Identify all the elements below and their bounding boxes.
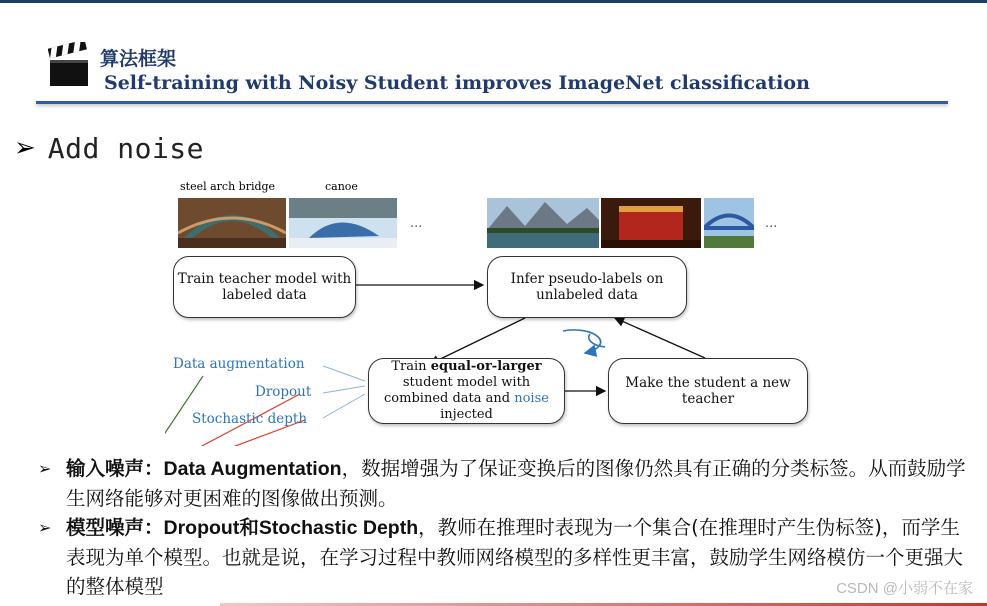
box-train-student <box>368 358 565 424</box>
bullet-text: ，数据增强为了保证变换后的图像仍然具有正确的分类标签。从而鼓励学生网络能够对更困难的图像做出预测。 <box>66 457 966 510</box>
box-train-teacher: Train teacher model with labeled data <box>173 256 356 318</box>
watermark: CSDN @小弱不在家 <box>836 580 973 597</box>
slide-header <box>48 40 948 110</box>
noise-label-dropout: Dropout <box>255 384 312 400</box>
box-infer-pseudo-labels: Infer pseudo-labels on unlabeled data <box>487 256 687 318</box>
student-text-part-1: Train <box>391 359 431 374</box>
bullet-keyword: Data Augmentation <box>163 458 342 480</box>
clapperboard-icon <box>48 42 90 88</box>
noise-label-data-augmentation: Data augmentation <box>173 356 305 372</box>
student-text-part-3: injected <box>440 407 493 422</box>
top-border-line <box>0 0 987 3</box>
image-label-bridge: steel arch bridge <box>180 180 276 193</box>
image-label-canoe: canoe <box>325 180 358 193</box>
student-text-bold: equal-or-larger <box>430 359 542 374</box>
box-make-new-teacher: Make the student a new teacher <box>608 358 808 424</box>
header-divider <box>36 101 948 104</box>
bullet-text: ，教师在推理时表现为一个集合(在推理时产生伪标签)，而学生表现为单个模型。也就是说，在学习过程中教师网络模型的多样性更丰富，鼓励学生网络模仿一个更强大的整体模型 <box>66 516 964 598</box>
bullet-input-noise <box>38 454 978 513</box>
arrow-bullet-icon: ➢ <box>38 459 52 478</box>
main-heading-text: Add noise <box>47 131 205 165</box>
main-heading <box>14 128 204 168</box>
noise-label-stochastic-depth: Stochastic depth <box>192 411 308 427</box>
arrow-bullet-icon: ➢ <box>14 133 36 163</box>
student-text-noise: noise <box>514 391 549 406</box>
bullet-key: 模型噪声： <box>66 516 164 539</box>
paper-title: Self-training with Noisy Student improves ImageNet classification <box>104 72 810 94</box>
arrow-bullet-icon: ➢ <box>38 518 52 537</box>
noisy-student-diagram <box>165 176 815 446</box>
bullet-keyword: Dropout和Stochastic Depth <box>163 517 419 539</box>
ellipsis-unlabeled: ... <box>765 216 778 231</box>
bullet-key: 输入噪声： <box>66 457 164 480</box>
student-box-text <box>369 359 564 423</box>
ellipsis-labeled: ... <box>410 216 423 231</box>
student-text-part-2: student model with combined data and <box>384 375 531 406</box>
section-title: 算法框架 <box>100 48 177 70</box>
